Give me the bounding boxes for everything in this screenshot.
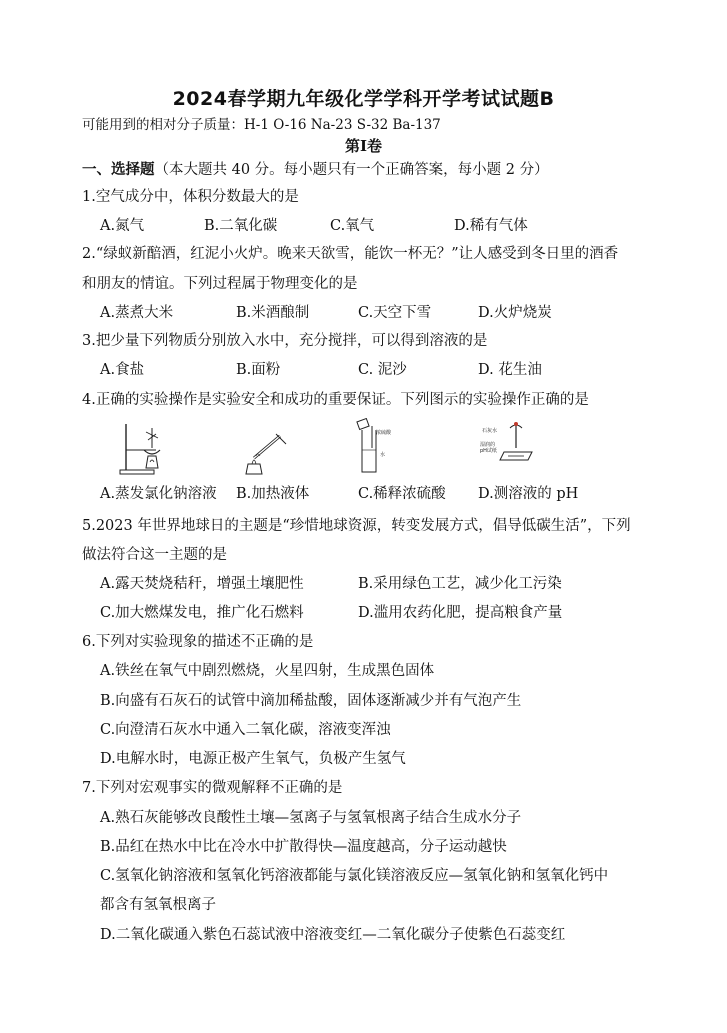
q3-option-c: C. 泥沙 — [358, 362, 407, 378]
q3-option-a: A.食盐 — [100, 362, 145, 378]
exam-title: 2024春学期九年级化学学科开学考试试题B — [172, 88, 555, 110]
label-ph-paper: pH试纸 — [480, 448, 497, 454]
q4-option-c: C.稀释浓硫酸 — [358, 486, 446, 502]
q1-option-b: B.二氧化碳 — [204, 218, 278, 234]
q7-option-a: A.熟石灰能够改良酸性土壤—氢离子与氢氧根离子结合生成水分子 — [100, 810, 522, 826]
question-4-stem: 4.正确的实验操作是实验安全和成功的重要保证。下列图示的实验操作正确的是 — [82, 392, 589, 408]
q6-option-d: D.电解水时，电源正极产生氧气，负极产生氢气 — [100, 751, 406, 767]
q7-option-c-continued: 都含有氢氧根离子 — [100, 897, 216, 913]
label-water: 水 — [380, 452, 386, 458]
section-heading — [82, 160, 549, 180]
figure-diluting-acid — [356, 418, 396, 476]
question-2-stem-line-2: 和朋友的情谊。下列过程属于物理变化的是 — [82, 276, 358, 292]
q4-option-b: B.加热液体 — [236, 486, 310, 502]
label-wet: 湿润的 — [480, 442, 496, 448]
q7-option-d: D.二氧化碳通入紫色石蕊试液中溶液变红—二氧化碳分子使紫色石蕊变红 — [100, 927, 566, 943]
q4-option-a: A.蒸发氯化钠溶液 — [100, 486, 217, 502]
figure-evaporation — [118, 420, 168, 476]
question-1-stem: 1.空气成分中，体积分数最大的是 — [82, 189, 299, 205]
q5-option-c: C.加大燃煤发电，推广化石燃料 — [100, 605, 304, 621]
q7-option-c: C.氢氧化钠溶液和氢氧化钙溶液都能与氯化镁溶液反应—氢氧化钠和氢氧化钙中 — [100, 868, 609, 884]
question-7-stem: 7.下列对宏观事实的微观解释不正确的是 — [82, 780, 343, 796]
q7-option-b: B.品红在热水中比在冷水中扩散得快—温度越高，分子运动越快 — [100, 839, 507, 855]
q5-option-b: B.采用绿色工艺，减少化工污染 — [358, 576, 562, 592]
q1-option-d: D.稀有气体 — [454, 218, 528, 234]
question-3-stem: 3.把少量下列物质分别放入水中，充分搅拌，可以得到溶液的是 — [82, 333, 488, 349]
relative-masses: 可能用到的相对分子质量：H-1 O-16 Na-23 S-32 Ba-137 — [82, 117, 441, 133]
q2-option-d: D.火炉烧炭 — [478, 305, 552, 321]
question-5-stem-line-2: 做法符合这一主题的是 — [82, 547, 227, 563]
q6-option-c: C.向澄清石灰水中通入二氧化碳，溶液变浑浊 — [100, 722, 391, 738]
label-limewater: 石灰水 — [482, 428, 498, 434]
q3-option-b: B.面粉 — [236, 362, 281, 378]
q3-option-d: D. 花生油 — [478, 362, 542, 378]
q1-option-a: A.氮气 — [100, 218, 145, 234]
section-note: （本大题共 40 分。每小题只有一个正确答案，每小题 2 分） — [154, 162, 549, 178]
section-title: 一、选择题 — [82, 161, 155, 178]
q6-option-a: A.铁丝在氧气中剧烈燃烧，火星四射，生成黑色固体 — [100, 663, 435, 679]
q2-option-a: A.蒸煮大米 — [100, 305, 174, 321]
q5-option-a: A.露天焚烧秸秆，增强土壤肥性 — [100, 576, 304, 592]
q1-option-c: C.氧气 — [330, 218, 375, 234]
question-2-stem-line-1: 2.“绿蚁新醅酒，红泥小火炉。晚来天欲雪，能饮一杯无？”让人感受到冬日里的酒香 — [82, 246, 619, 262]
q2-option-c: C.天空下雪 — [358, 305, 432, 321]
figure-measuring-ph — [478, 418, 538, 468]
q6-option-b: B.向盛有石灰石的试管中滴加稀盐酸，固体逐渐减少并有气泡产生 — [100, 693, 522, 709]
figure-heating-liquid — [240, 430, 290, 476]
volume-heading: 第Ⅰ卷 — [344, 137, 383, 155]
question-5-stem-line-1: 5.2023 年世界地球日的主题是“珍惜地球资源，转变发展方式，倡导低碳生活”，下列 — [82, 518, 631, 534]
q5-option-d: D.滥用农药化肥，提高粮食产量 — [358, 605, 563, 621]
question-6-stem: 6.下列对实验现象的描述不正确的是 — [82, 634, 314, 650]
q2-option-b: B.米酒酿制 — [236, 305, 310, 321]
label-sulfuric-acid: 浓硫酸 — [376, 430, 392, 436]
q4-option-d: D.测溶液的 pH — [478, 486, 579, 502]
